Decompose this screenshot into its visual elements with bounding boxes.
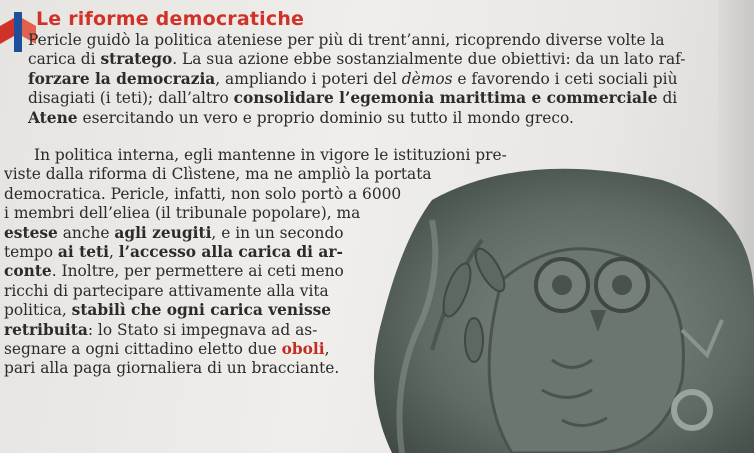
text-line: forzare la democrazia, ampliando i poteri del dèmos e favorendo i ceti sociali più	[28, 69, 678, 88]
text-line: retribuita: lo Stato si impegnava ad as-	[4, 320, 318, 339]
text-line: ricchi di partecipare attivamente alla vita	[4, 281, 329, 300]
text-line: Atene esercitando un vero e proprio dominio su tutto il mondo greco.	[28, 108, 574, 127]
intro-paragraph	[28, 31, 686, 128]
text-line: disagiati (i teti); dall’altro consolidare l’egemonia marittima e commerciale di	[28, 89, 678, 108]
text-line: conte. Inoltre, per permettere ai ceti meno	[4, 262, 344, 281]
text-line: democratica. Pericle, infatti, non solo portò a 6000	[4, 184, 402, 203]
text-line: i membri dell’eliea (il tribunale popolare), ma	[4, 204, 361, 223]
owl-coin-image	[362, 160, 754, 453]
text-line: politica, stabilì che ogni carica venisse	[4, 301, 332, 320]
text-line: viste dalla riforma di Clìstene, ma ne ampliò la portata	[4, 165, 432, 184]
text-line: estese anche agli zeugiti, e in un secondo	[4, 223, 344, 242]
text-line: Pericle guidò la politica ateniese per più di trent’anni, ricoprendo diverse volte la	[28, 31, 665, 49]
text-line: carica di stratego. La sua azione ebbe sostanzialmente due obiettivi: da un lato raf-	[28, 50, 686, 69]
text-line: tempo ai teti, l’accesso alla carica di ar-	[4, 243, 343, 262]
text-line: segnare a ogni cittadino eletto due oboli,	[4, 340, 330, 359]
section-heading: Le riforme democratiche	[36, 8, 305, 30]
text-line: pari alla paga giornaliera di un bracciante.	[4, 359, 340, 378]
text-line: In politica interna, egli mantenne in vigore le istituzioni pre-	[34, 146, 507, 164]
